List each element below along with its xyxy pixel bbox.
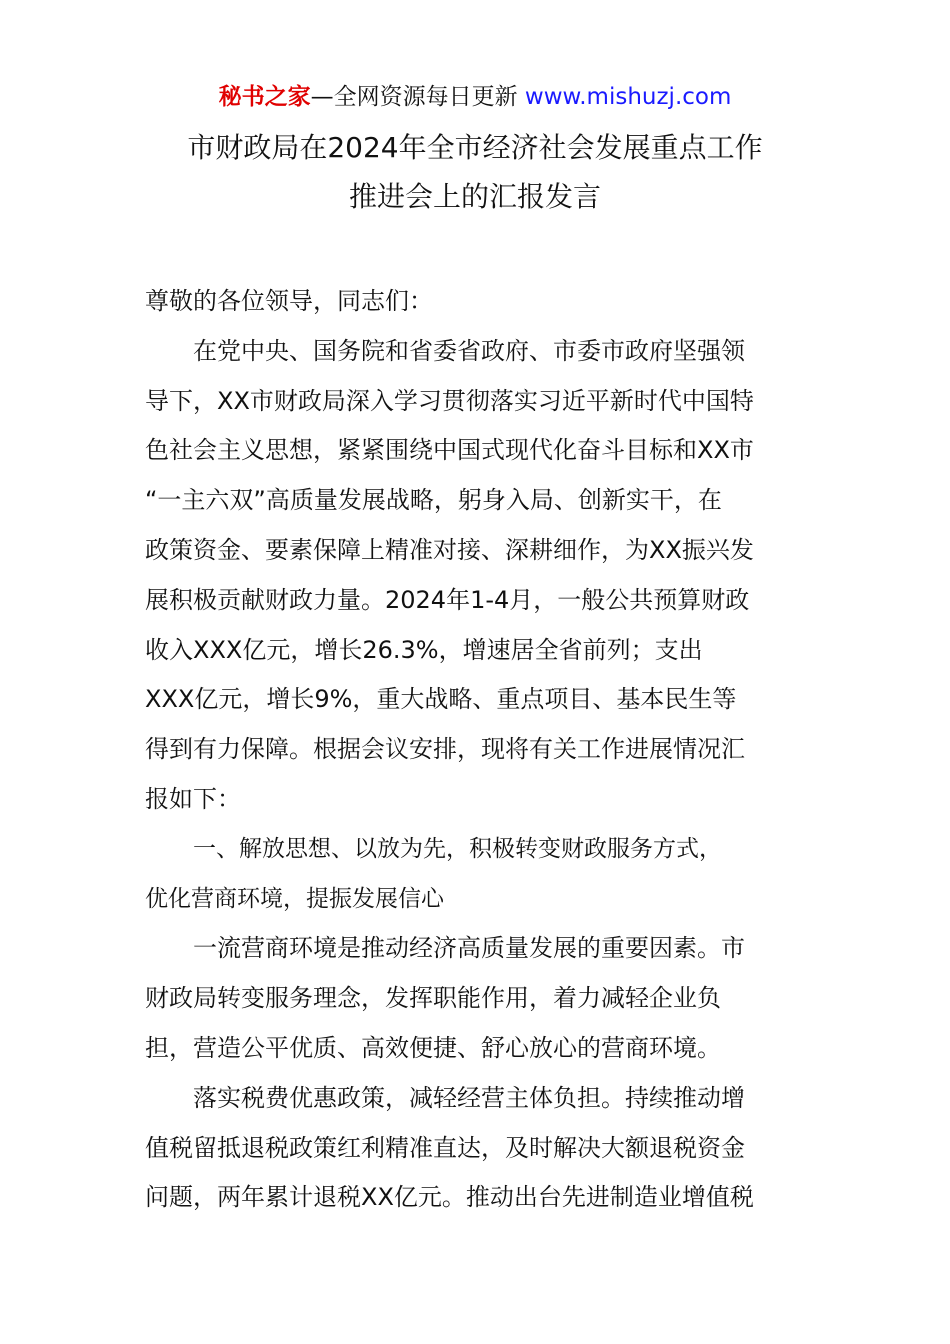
text-line: 担，营造公平优质、高效便捷、舒心放心的营商环境。	[145, 1033, 721, 1062]
text-line: 在党中央、国务院和省委省政府、市委市政府坚强领	[193, 336, 745, 365]
text-line: 问题，两年累计退税XX亿元。推动出台先进制造业增值税	[145, 1183, 754, 1212]
text-line: 得到有力保障。根据会议安排，现将有关工作进展情况汇	[145, 735, 745, 764]
text-line: 展积极贡献财政力量。2024年1-4月，一般公共预算财政	[145, 585, 750, 614]
paragraph-tax-policy	[145, 1074, 807, 1223]
document-body	[145, 277, 807, 1223]
text-line: 色社会主义思想，紧紧围绕中国式现代化奋斗目标和XX市	[145, 436, 754, 465]
text-line: 值税留抵退税政策红利精准直达，及时解决大额退税资金	[145, 1133, 745, 1162]
heading-line: 一、解放思想、以放为先，积极转变财政服务方式，	[193, 835, 722, 862]
text-line: 一流营商环境是推动经济高质量发展的重要因素。市	[193, 934, 745, 963]
site-url-link[interactable]: www.mishuzj.com	[524, 84, 732, 110]
paragraph-intro	[145, 327, 807, 825]
site-header	[0, 80, 950, 114]
greeting	[145, 277, 807, 327]
text-line: 导下，XX市财政局深入学习贯彻落实习近平新时代中国特	[145, 386, 754, 415]
site-tagline: —全网资源每日更新	[310, 84, 518, 110]
text-line: 收入XXX亿元，增长26.3%，增速居全省前列；支出	[145, 635, 703, 664]
text-line: 财政局转变服务理念，发挥职能作用，着力减轻企业负	[145, 984, 721, 1013]
greeting-line: 尊敬的各位领导，同志们：	[145, 287, 433, 315]
site-brand: 秘书之家	[218, 84, 311, 110]
text-line: 政策资金、要素保障上精准对接、深耕细作，为XX振兴发	[145, 535, 754, 564]
paragraph-business-environment	[145, 924, 807, 1073]
heading-line: 优化营商环境，提振发展信心	[145, 885, 444, 912]
document-title-line-2: 推进会上的汇报发言	[348, 180, 601, 213]
text-line: “一主六双”高质量发展战略，躬身入局、创新实干，在	[145, 486, 722, 515]
text-line: XXX亿元，增长9%，重大战略、重点项目、基本民生等	[145, 685, 737, 714]
text-line: 落实税费优惠政策，减轻经营主体负担。持续推动增	[193, 1083, 745, 1112]
text-line: 报如下：	[145, 784, 241, 813]
document-title-line-1: 市财政局在2024年全市经济社会发展重点工作	[187, 131, 763, 164]
section-heading-1	[145, 825, 807, 925]
